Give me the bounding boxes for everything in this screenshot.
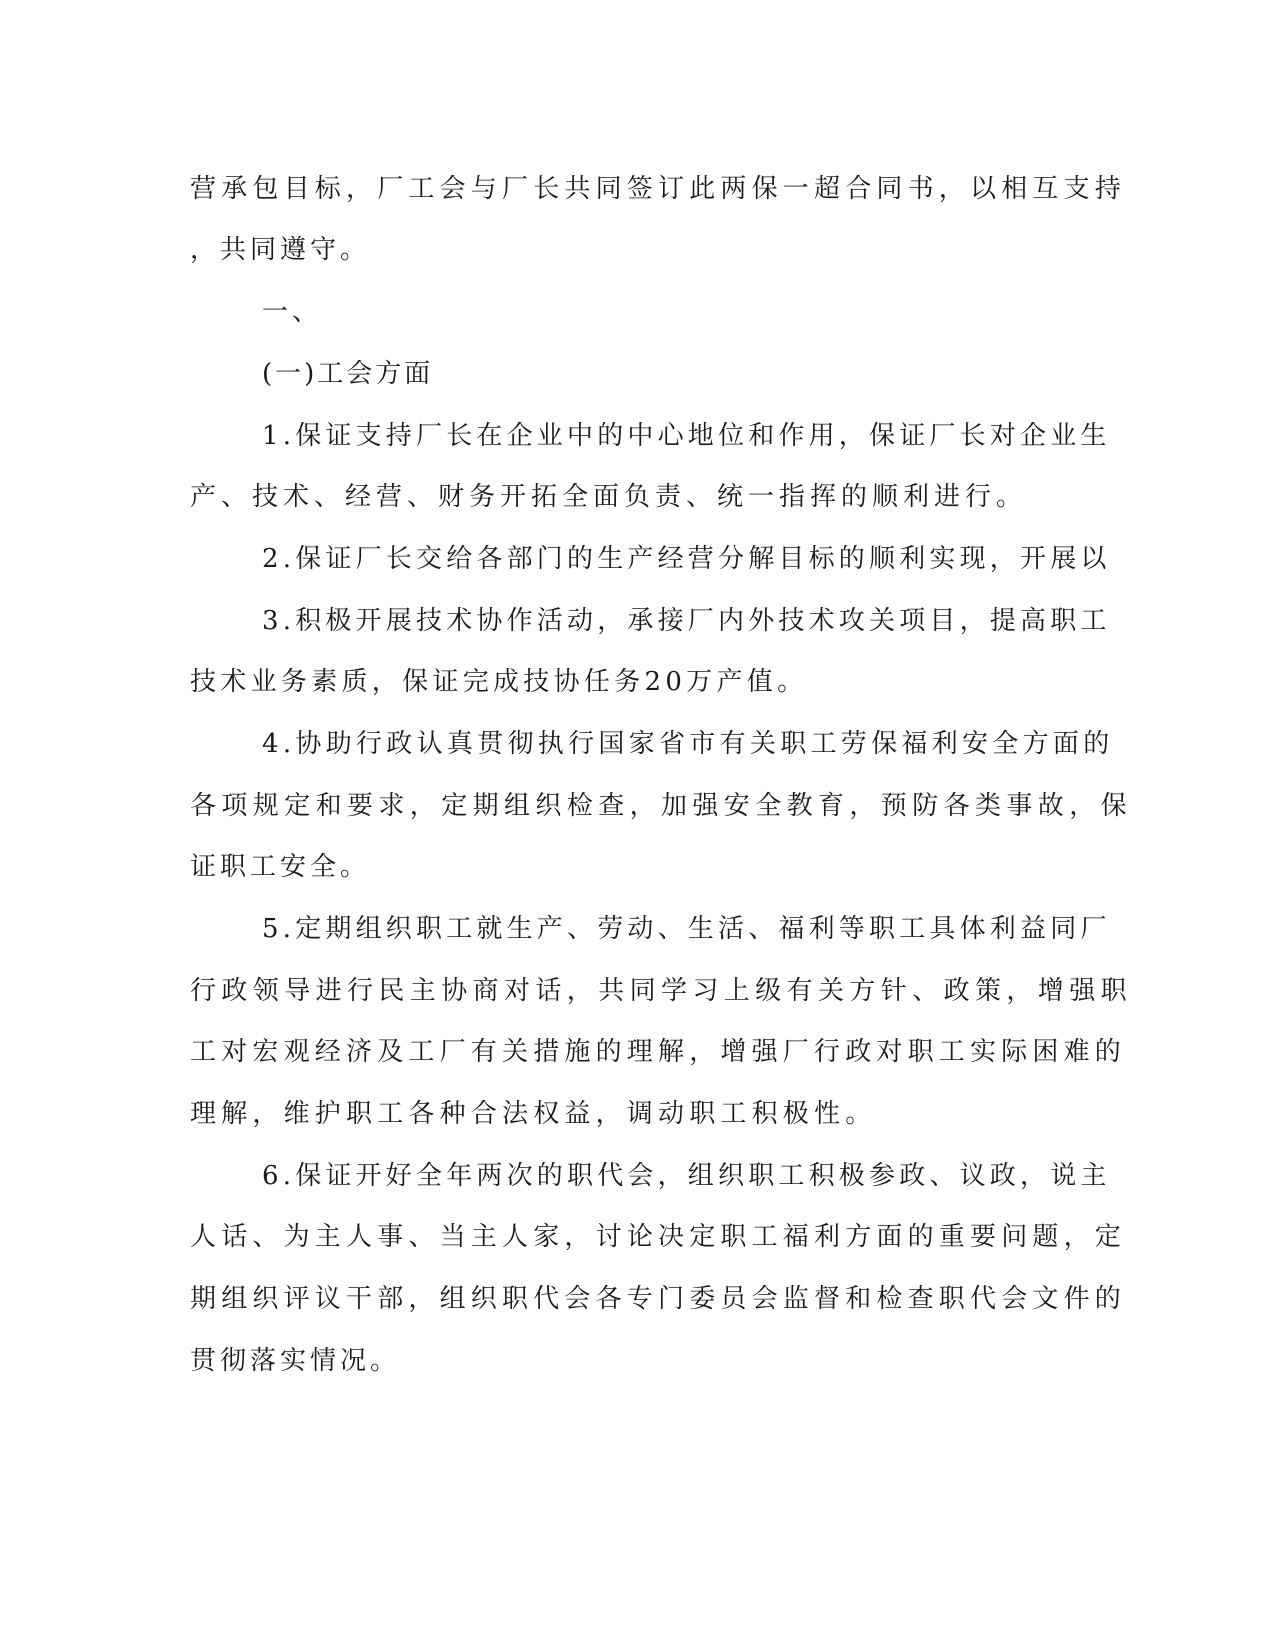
body-text-line: 贯彻落实情况。	[190, 1346, 401, 1376]
list-item-4: 4.协助行政认真贯彻执行国家省市有关职工劳保福利安全方面的	[262, 729, 1114, 759]
body-text-line: ，共同遵守。	[190, 235, 371, 265]
list-item-3: 3.积极开展技术协作活动，承接厂内外技术攻关项目，提高职工	[262, 606, 1111, 636]
body-text-line: 证职工安全。	[190, 852, 371, 882]
section-heading: 一、	[262, 297, 323, 327]
body-text-line: 行政领导进行民主协商对话，共同学习上级有关方针、政策，增强职	[190, 976, 1133, 1006]
body-text-line: 工对宏观经济及工厂有关措施的理解，增强厂行政对职工实际困难的	[190, 1037, 1127, 1067]
body-text-line: 产、技术、经营、财务开拓全面负责、统一指挥的顺利进行。	[190, 482, 1028, 512]
list-item-5: 5.定期组织职工就生产、劳动、生活、福利等职工具体利益同厂	[262, 914, 1111, 944]
body-text-line: 技术业务素质，保证完成技协任务20万产值。	[190, 667, 808, 697]
body-text-line: 各项规定和要求，定期组织检查，加强安全教育，预防各类事故，保	[190, 791, 1133, 821]
body-text-line: 人话、为主人事、当主人家，讨论决定职工福利方面的重要问题，定	[190, 1222, 1127, 1252]
list-item-2: 2.保证厂长交给各部门的生产经营分解目标的顺利实现，开展以	[262, 544, 1111, 574]
subsection-heading: (一)工会方面	[262, 359, 434, 389]
body-text-line: 营承包目标，厂工会与厂长共同签订此两保一超合同书，以相互支持	[190, 174, 1127, 204]
list-item-6: 6.保证开好全年两次的职代会，组织职工积极参政、议政，说主	[262, 1161, 1111, 1191]
body-text-line: 理解，维护职工各种合法权益，调动职工积极性。	[190, 1099, 877, 1129]
list-item-1: 1.保证支持厂长在企业中的中心地位和作用，保证厂长对企业生	[262, 421, 1111, 451]
body-text-line: 期组织评议干部，组织职代会各专门委员会监督和检查职代会文件的	[190, 1284, 1127, 1314]
